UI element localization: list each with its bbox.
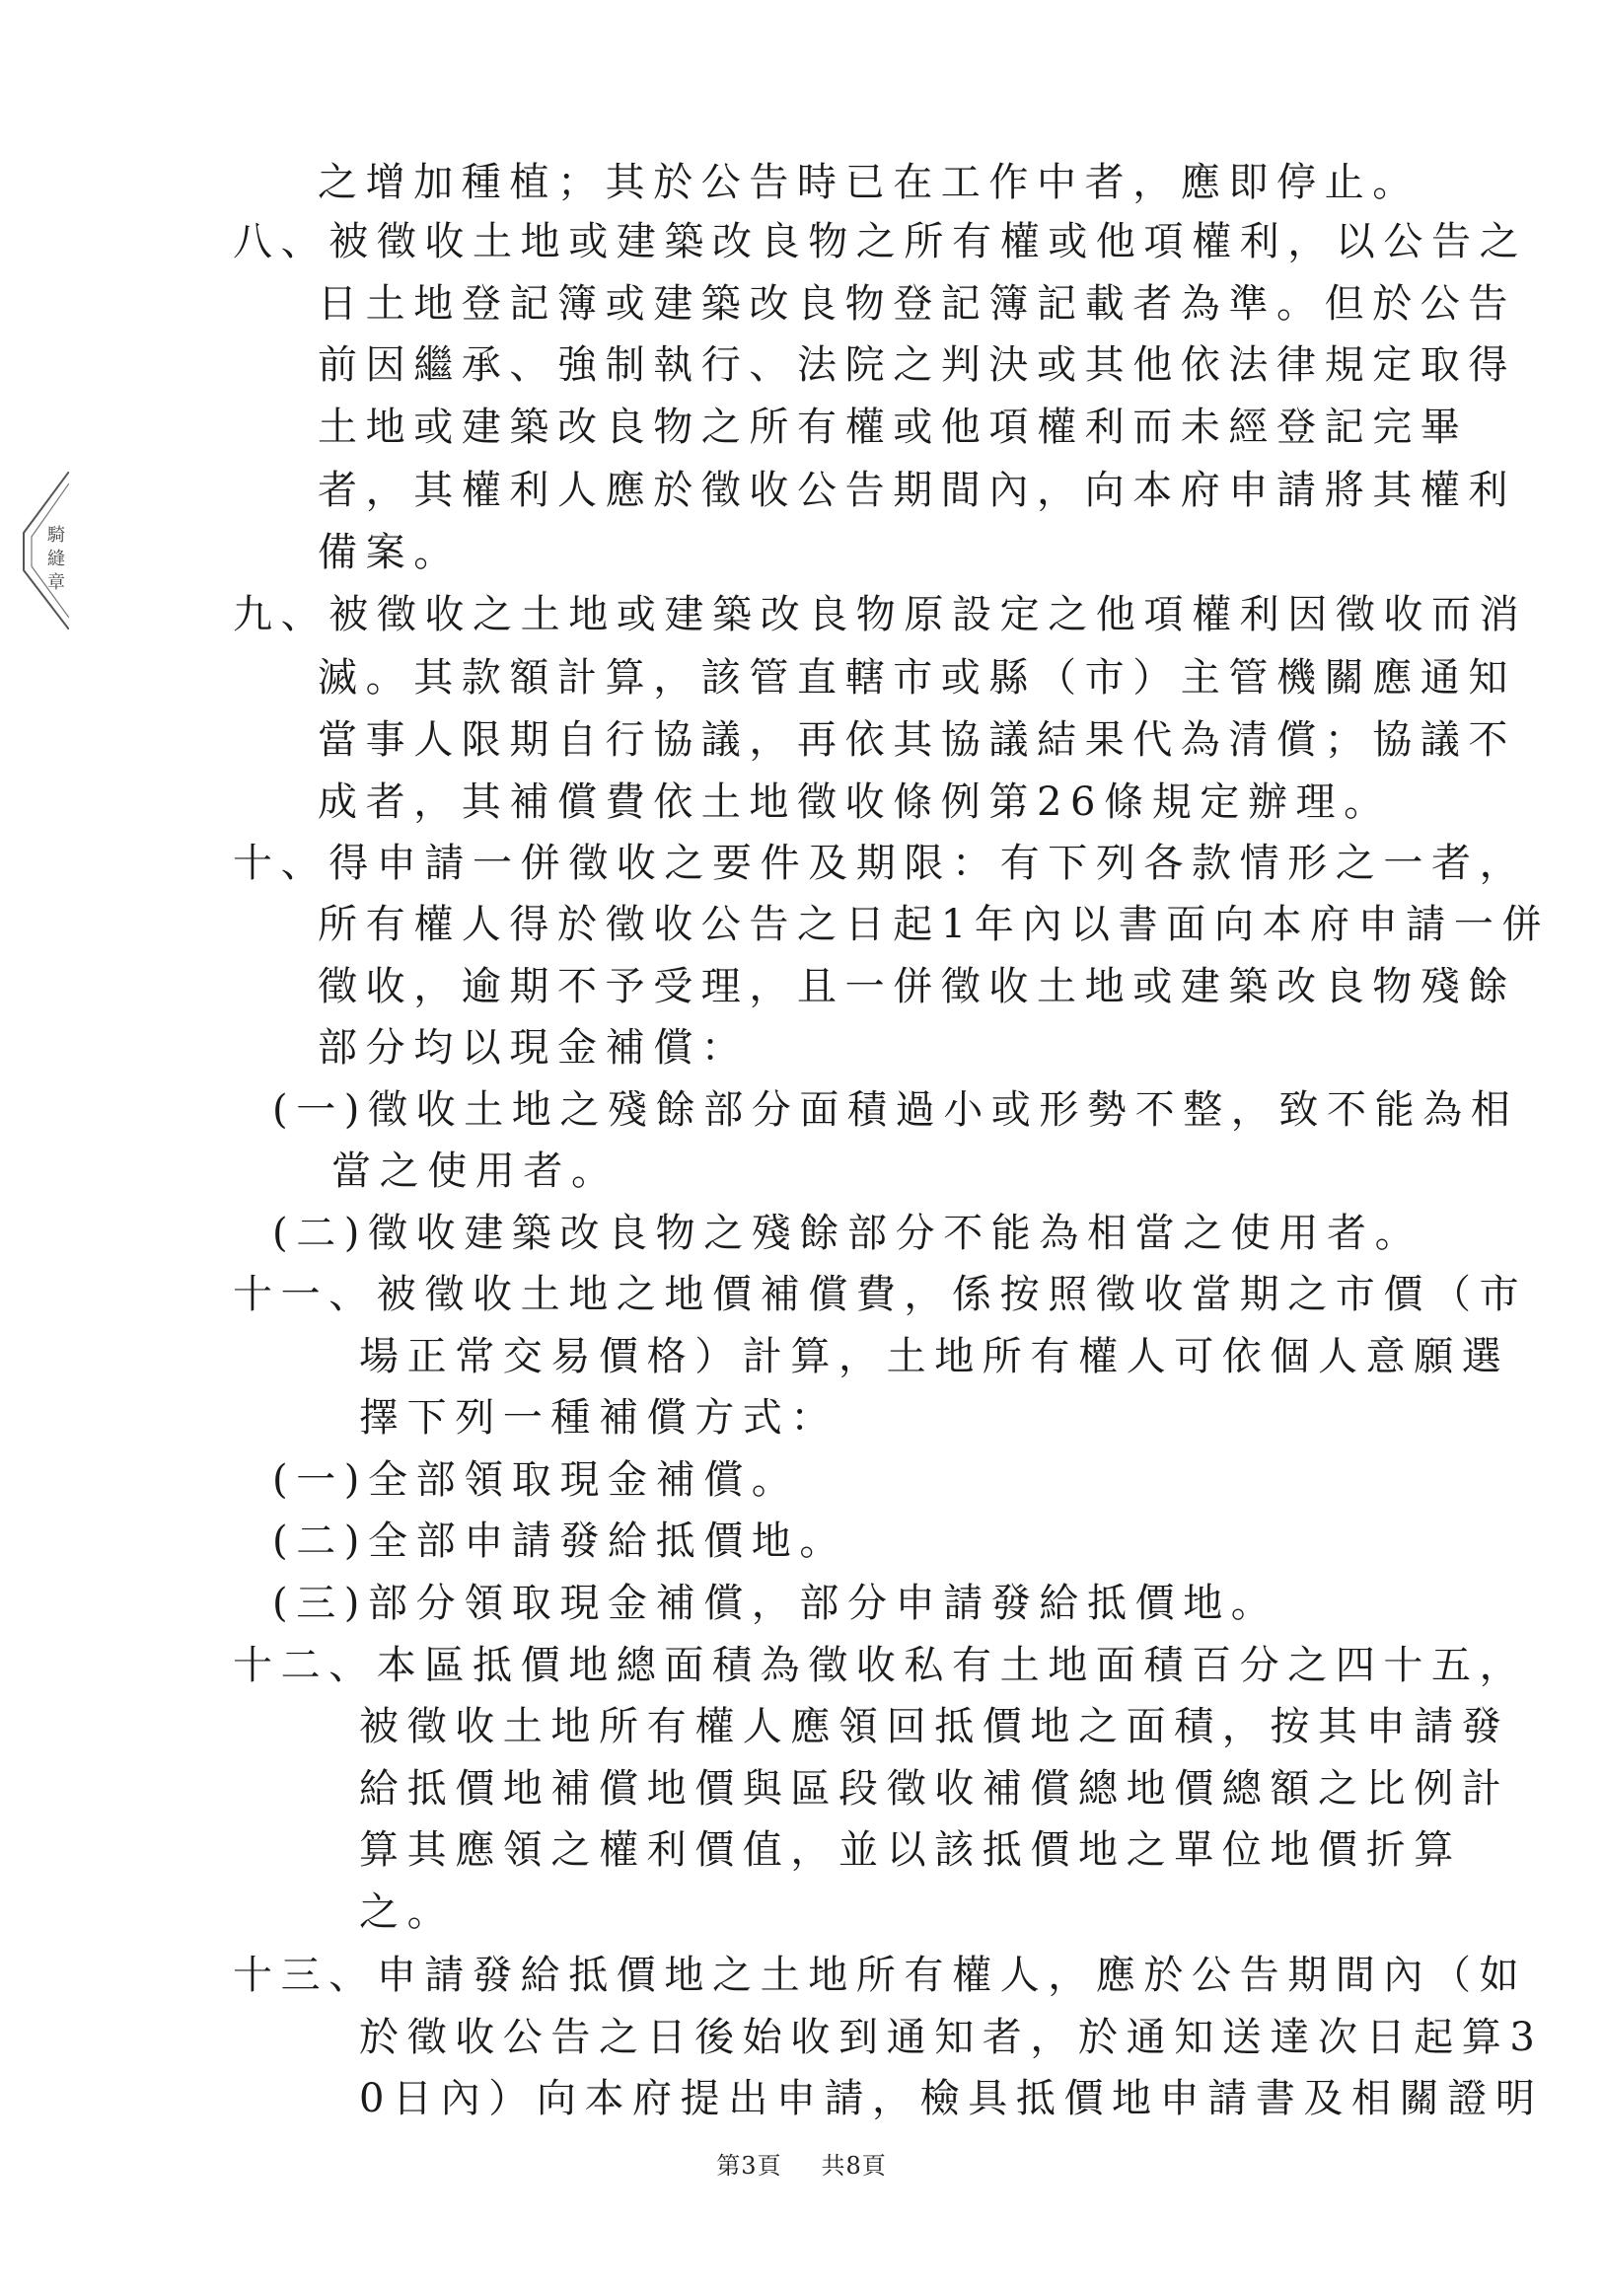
svg-text:騎: 騎 — [47, 525, 65, 546]
text-line: 給抵價地補償地價與區段徵收補償總地價總額之比例計 — [359, 1766, 1510, 1812]
text-line: 前因繼承、強制執行、法院之判決或其他依法律規定取得 — [318, 342, 1516, 388]
text-line: 備案。 — [318, 530, 462, 575]
text-line: 八、被徵收土地或建築改良物之所有權或他項權利，以公告之 — [233, 219, 1528, 264]
seal-stamp-icon — [18, 472, 69, 630]
text-line: 當事人限期自行協議，再依其協議結果代為清償；協議不 — [318, 717, 1516, 763]
text-line: 者，其權利人應於徵收公告期間內，向本府申請將其權利 — [318, 468, 1516, 513]
text-line: 當之使用者。 — [331, 1148, 619, 1194]
text-line: 算其應領之權利價值，並以該抵價地之單位地價折算 — [359, 1827, 1462, 1873]
svg-text:縫: 縫 — [47, 549, 65, 569]
page-number: 第3頁 — [716, 2152, 782, 2180]
text-line: 擇下列一種補償方式： — [359, 1395, 838, 1441]
text-line: 九、被徵收之土地或建築改良物原設定之他項權利因徵收而消 — [233, 592, 1528, 637]
text-line: 被徵收土地所有權人應領回抵價地之面積，按其申請發 — [359, 1704, 1510, 1749]
text-line: 徵收，逾期不予受理，且一併徵收土地或建築改良物殘餘 — [318, 964, 1516, 1009]
page-footer — [0, 2151, 1603, 2181]
text-line: (三)部分領取現金補償，部分申請發給抵價地。 — [272, 1581, 1279, 1626]
text-line: 日土地登記簿或建築改良物登記簿記載者為準。但於公告 — [318, 281, 1516, 327]
text-line: 十三、申請發給抵價地之土地所有權人，應於公告期間內（如 — [233, 1953, 1528, 1998]
text-line: (二)全部申請發給抵價地。 — [272, 1518, 848, 1564]
text-line: 場正常交易價格）計算，土地所有權人可依個人意願選 — [359, 1334, 1510, 1379]
text-line: 0日內）向本府提出申請，檢具抵價地申請書及相關證明 — [359, 2076, 1544, 2121]
text-line: 所有權人得於徵收公告之日起1年內以書面向本府申請一併 — [318, 902, 1551, 947]
text-line: (二)徵收建築改良物之殘餘部分不能為相當之使用者。 — [272, 1211, 1423, 1256]
text-line: (一)徵收土地之殘餘部分面積過小或形勢不整，致不能為相 — [272, 1087, 1519, 1133]
text-line: 十二、本區抵價地總面積為徵收私有土地面積百分之四十五， — [233, 1643, 1528, 1688]
text-line: (一)全部領取現金補償。 — [272, 1457, 800, 1503]
text-line: 部分均以現金補償： — [318, 1025, 750, 1071]
text-line: 十、得申請一併徵收之要件及期限：有下列各款情形之一者， — [233, 841, 1528, 886]
page-total: 共8頁 — [821, 2152, 887, 2180]
text-line: 成者，其補償費依土地徵收條例第26條規定辦理。 — [318, 779, 1392, 825]
text-line: 十一、被徵收土地之地價補償費，係按照徵收當期之市價（市 — [233, 1272, 1528, 1317]
text-line: 於徵收公告之日後始收到通知者，於通知送達次日起算3 — [359, 2015, 1544, 2060]
text-line: 滅。其款額計算，該管直轄市或縣（市）主管機關應通知 — [318, 655, 1516, 701]
text-line: 土地或建築改良物之所有權或他項權利而未經登記完畢 — [318, 405, 1469, 450]
text-line: 之增加種植；其於公告時已在工作中者，應即停止。 — [318, 160, 1421, 205]
svg-text:章: 章 — [47, 572, 65, 593]
text-line: 之。 — [359, 1889, 456, 1935]
